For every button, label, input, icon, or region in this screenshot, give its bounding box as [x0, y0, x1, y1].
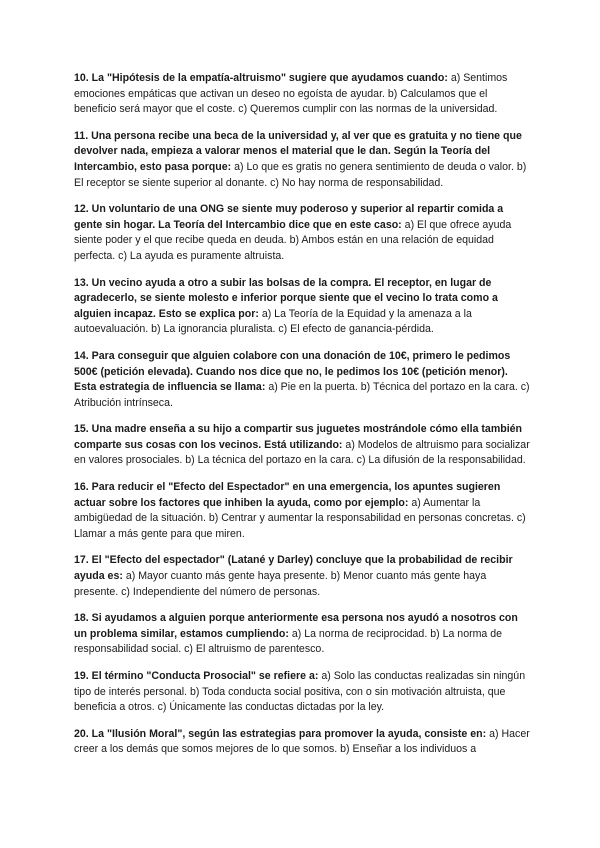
question-options: a) La Teoría de la Equidad y la amenaza a la autoevaluación. b) La ignorancia pluralista. c) El efecto de ganancia-pérdida. [74, 307, 472, 336]
question-stem: 11. Una persona recibe una beca de la universidad y, al ver que es gratuita y no tiene que devolver nada, empieza a valorar menos el material que le dan. Según la Teoría del Intercambio, esto pasa porque: [74, 129, 522, 173]
question-options: a) Sentimos emociones empáticas que activan un deseo no egoísta de ayudar. b) Calculamos que el beneficio será mayor que el coste. c) Queremos cumplir con las normas de la universidad. [74, 72, 508, 116]
question-options: a) Modelos de altruismo para socializar en valores prosociales. b) La técnica del portazo en la cara. c) La difusión de la responsabilidad. [74, 438, 530, 467]
question-10 [74, 71, 530, 118]
question-16 [74, 480, 530, 542]
question-options: a) Aumentar la ambigüedad de la situación. b) Centrar y aumentar la responsabilidad en personas concretas. c) Llamar a más gente para que miren. [74, 496, 526, 540]
question-stem: 19. El término "Conducta Prosocial" se refiere a: [74, 670, 319, 682]
question-20 [74, 727, 530, 758]
question-stem: 20. La "Ilusión Moral", según las estrategias para promover la ayuda, consiste en: [74, 727, 487, 740]
question-19 [74, 669, 530, 716]
question-18 [74, 611, 530, 658]
question-stem: 12. Un voluntario de una ONG se siente muy poderoso y superior al repartir comida a gente sin hogar. La Teoría del Intercambio dice que en este caso: [74, 203, 504, 231]
question-14 [74, 349, 530, 411]
question-stem: 10. La "Hipótesis de la empatía-altruismo" sugiere que ayudamos cuando: [74, 72, 448, 84]
question-options: a) Solo las conductas realizadas sin ningún tipo de interés personal. b) Toda conducta social positiva, con o sin motivación altruista, que beneficia a otros. c) Únicamente las conductas dictadas por la ley. [74, 670, 526, 714]
question-11 [74, 129, 530, 191]
question-12 [74, 202, 530, 264]
question-stem: 15. Una madre enseña a su hijo a compartir sus juguetes mostrándole cómo ella también comparte sus cosas con los vecinos. Está utilizando: [74, 423, 523, 451]
question-options: a) Hacer creer a los demás que somos mejores de lo que somos. b) Enseñar a los individuos a [74, 727, 530, 756]
question-17 [74, 553, 530, 600]
question-stem: 14. Para conseguir que alguien colabore con una donación de 10€, primero le pedimos 500€ (petición elevada). Cuando nos dice que no, le pedimos los 10€ (petición menor). Esta estrategia de influencia se llama: [74, 349, 511, 394]
question-options: a) Pie en la puerta. b) Técnica del portazo en la cara. c) Atribución intrínseca. [74, 381, 530, 409]
question-options: a) El que ofrece ayuda siente poder y el que recibe queda en deuda. b) Ambos están en una relación de equidad perfecta. c) La ayuda es puramente altruista. [74, 218, 512, 262]
question-options: a) Lo que es gratis no genera sentimiento de deuda o valor. b) El receptor se siente superior al donante. c) No hay norma de responsabilidad. [74, 160, 527, 189]
question-options: a) Mayor cuanto más gente haya presente. b) Menor cuanto más gente haya presente. c) Independiente del número de personas. [74, 570, 487, 598]
question-13 [74, 276, 530, 338]
question-stem: 13. Un vecino ayuda a otro a subir las bolsas de la compra. El receptor, en lugar de agradecerlo, se siente molesto e inferior porque siente que el vecino lo trata como a alguien incapaz. Esto se explica por: [74, 276, 498, 320]
question-stem: 16. Para reducir el "Efecto del Espectador" en una emergencia, los apuntes sugieren actuar sobre los factores que inhiben la ayuda, como por ejemplo: [74, 481, 501, 509]
question-stem: 17. El "Efecto del espectador" (Latané y Darley) concluye que la probabilidad de recibir ayuda es: [74, 554, 513, 583]
question-options: a) La norma de reciprocidad. b) La norma de responsabilidad social. c) El altruismo de parentesco. [74, 627, 503, 656]
question-15 [74, 422, 530, 469]
question-stem: 18. Si ayudamos a alguien porque anteriormente esa persona nos ayudó a nosotros con un problema similar, estamos cumpliendo: [74, 612, 518, 640]
